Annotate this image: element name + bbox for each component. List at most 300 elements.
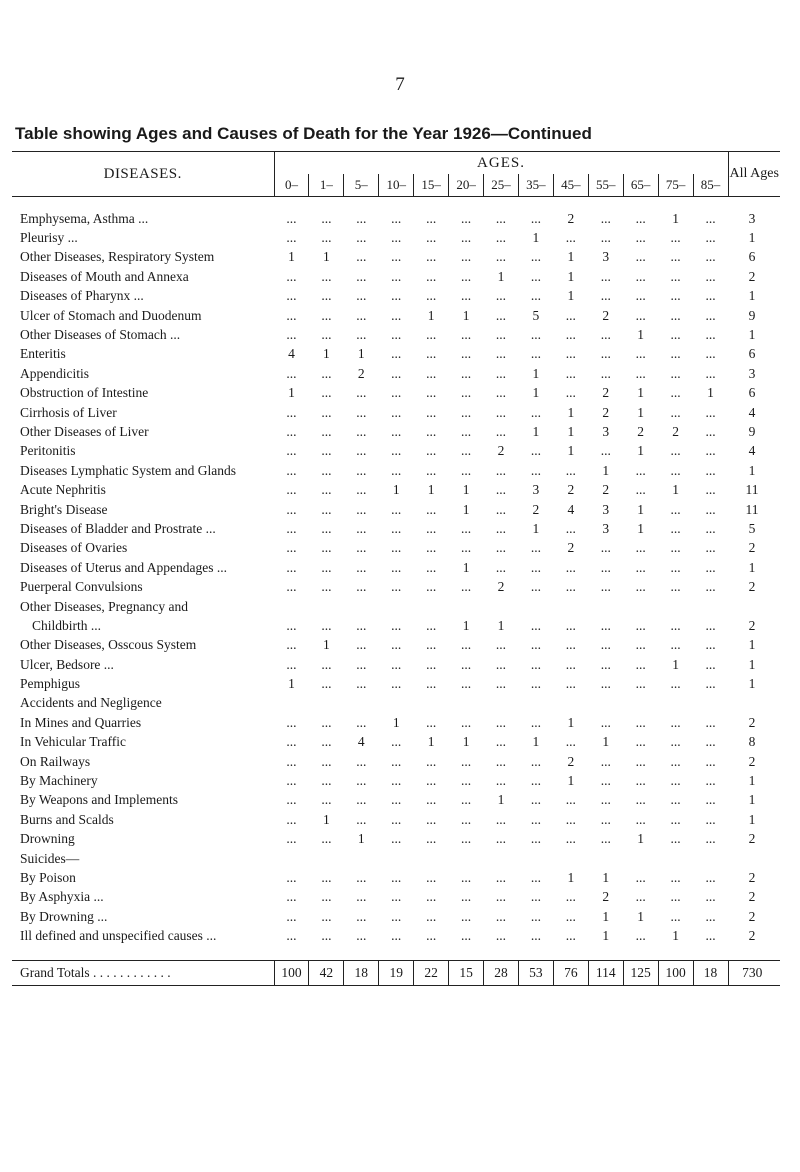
- age-count-cell: [658, 849, 693, 868]
- all-ages-total-cell: 1: [748, 656, 756, 672]
- disease-label: Childbirth ...: [32, 617, 102, 633]
- age-count-cell: ...: [565, 346, 576, 362]
- grand-total-cell: 53: [518, 960, 553, 985]
- age-group-header: 85–: [693, 174, 728, 197]
- age-count-cell: ...: [286, 423, 297, 439]
- table-row: [12, 539, 780, 558]
- age-count-cell: ...: [321, 889, 332, 905]
- age-count-cell: ...: [705, 230, 716, 246]
- age-count-cell: ...: [495, 540, 507, 556]
- age-count-cell: ...: [286, 210, 297, 226]
- age-count-cell: ...: [600, 617, 611, 633]
- age-count-cell: ...: [461, 540, 472, 556]
- disease-label: Enteritis: [20, 346, 66, 362]
- age-count-cell: 1: [392, 714, 400, 730]
- age-count-cell: ...: [356, 520, 367, 536]
- age-count-cell: ...: [495, 637, 507, 653]
- age-count-cell: ...: [670, 792, 681, 808]
- table-row: [12, 907, 780, 926]
- disease-label: Cirrhosis of Liver: [20, 404, 117, 420]
- age-count-cell: ...: [670, 773, 681, 789]
- age-count-cell: 1: [462, 501, 470, 517]
- age-count-cell: ...: [670, 443, 681, 459]
- age-count-cell: ...: [356, 501, 367, 517]
- age-count-cell: ...: [426, 928, 437, 944]
- age-count-cell: ...: [705, 520, 716, 536]
- age-count-cell: 5: [532, 307, 540, 323]
- age-count-cell: ...: [286, 637, 297, 653]
- age-count-cell: 1: [567, 714, 575, 730]
- age-count-cell: ...: [705, 288, 716, 304]
- age-count-cell: [344, 849, 379, 868]
- age-count-cell: 1: [602, 928, 610, 944]
- age-count-cell: ...: [356, 462, 367, 478]
- all-ages-total-cell: 2: [748, 889, 756, 905]
- age-count-cell: 1: [637, 385, 645, 401]
- age-count-cell: ...: [391, 385, 402, 401]
- age-count-cell: ...: [670, 462, 681, 478]
- age-count-cell: 1: [323, 346, 330, 362]
- age-count-cell: ...: [321, 423, 332, 439]
- age-count-cell: ...: [600, 443, 611, 459]
- age-count-cell: 1: [288, 249, 295, 265]
- age-count-cell: ...: [495, 753, 507, 769]
- all-ages-total-cell: 8: [748, 734, 756, 750]
- age-count-cell: ...: [321, 734, 332, 750]
- age-count-cell: 1: [567, 404, 575, 420]
- age-count-cell: 2: [497, 443, 505, 459]
- age-count-cell: 1: [602, 734, 610, 750]
- age-count-cell: ...: [286, 540, 297, 556]
- age-count-cell: ...: [461, 869, 472, 885]
- age-count-cell: ...: [565, 734, 576, 750]
- all-ages-total-cell: [728, 694, 780, 713]
- age-count-cell: ...: [495, 501, 507, 517]
- age-count-cell: 1: [532, 385, 540, 401]
- age-count-cell: ...: [391, 617, 402, 633]
- age-count-cell: ...: [495, 482, 507, 498]
- age-count-cell: ...: [391, 249, 402, 265]
- age-count-cell: [309, 849, 344, 868]
- age-count-cell: ...: [495, 831, 507, 847]
- age-count-cell: [623, 597, 658, 616]
- age-count-cell: 2: [567, 210, 575, 226]
- age-count-cell: ...: [356, 423, 367, 439]
- age-count-cell: [344, 694, 379, 713]
- age-count-cell: ...: [286, 520, 297, 536]
- age-count-cell: 1: [532, 423, 540, 439]
- age-count-cell: ...: [705, 307, 716, 323]
- age-count-cell: ...: [391, 210, 402, 226]
- all-ages-total-cell: 2: [748, 869, 756, 885]
- age-count-cell: ...: [705, 501, 716, 517]
- age-count-cell: ...: [391, 676, 402, 692]
- age-count-cell: ...: [635, 249, 646, 265]
- age-count-cell: ...: [321, 268, 332, 284]
- age-count-cell: ...: [705, 210, 716, 226]
- age-count-cell: 1: [427, 307, 435, 323]
- age-count-cell: ...: [391, 404, 402, 420]
- age-count-cell: ...: [321, 462, 332, 478]
- disease-label: By Asphyxia ...: [20, 889, 104, 905]
- age-count-cell: 1: [427, 482, 435, 498]
- table-row: [12, 325, 780, 344]
- table-row: [12, 868, 780, 887]
- age-count-cell: ...: [530, 676, 541, 692]
- age-group-header: 5–: [344, 174, 379, 197]
- age-count-cell: ...: [495, 889, 507, 905]
- age-count-cell: ...: [635, 307, 646, 323]
- age-count-cell: ...: [321, 831, 332, 847]
- age-count-cell: ...: [670, 540, 681, 556]
- age-count-cell: 1: [637, 908, 645, 924]
- age-count-cell: 1: [323, 249, 330, 265]
- age-count-cell: ...: [495, 307, 507, 323]
- age-count-cell: ...: [426, 540, 437, 556]
- age-count-cell: ...: [426, 443, 437, 459]
- disease-label: Other Diseases of Stomach ...: [20, 327, 181, 343]
- age-count-cell: ...: [600, 676, 611, 692]
- age-count-cell: 4: [288, 346, 295, 362]
- table-row: [12, 248, 780, 267]
- age-count-cell: ...: [461, 346, 472, 362]
- age-count-cell: ...: [461, 385, 472, 401]
- age-count-cell: ...: [705, 928, 716, 944]
- age-count-cell: [518, 694, 553, 713]
- grand-total-cell: 22: [414, 960, 449, 985]
- all-ages-total-cell: 1: [748, 230, 756, 246]
- age-count-cell: ...: [635, 462, 646, 478]
- age-count-cell: 1: [497, 268, 505, 284]
- age-count-cell: ...: [461, 714, 472, 730]
- table-row: [12, 558, 780, 577]
- age-count-cell: ...: [530, 869, 541, 885]
- grand-total-cell: 18: [344, 960, 379, 985]
- disease-label: Other Diseases, Respiratory System: [20, 249, 215, 265]
- all-ages-total-cell: 2: [748, 908, 756, 924]
- age-count-cell: ...: [635, 210, 646, 226]
- age-count-cell: [623, 694, 658, 713]
- age-count-cell: ...: [705, 676, 716, 692]
- age-count-cell: 2: [567, 482, 575, 498]
- table-row: [12, 384, 780, 403]
- age-count-cell: ...: [670, 501, 681, 517]
- mortality-table-container: [12, 151, 780, 986]
- age-count-cell: ...: [426, 404, 437, 420]
- age-count-cell: ...: [565, 676, 576, 692]
- all-ages-total-cell: [728, 849, 780, 868]
- disease-label: Other Diseases of Liver: [20, 423, 149, 439]
- age-count-cell: ...: [391, 734, 402, 750]
- age-count-cell: 1: [357, 831, 365, 847]
- table-row: [12, 655, 780, 674]
- age-count-cell: ...: [356, 773, 367, 789]
- all-ages-total-cell: 1: [748, 676, 756, 692]
- age-count-cell: ...: [286, 908, 297, 924]
- age-count-cell: ...: [391, 230, 402, 246]
- age-count-cell: ...: [705, 346, 716, 362]
- all-ages-total-cell: 4: [748, 404, 756, 420]
- disease-label: Diseases of Uterus and Appendages ...: [20, 559, 227, 575]
- age-count-cell: ...: [286, 268, 297, 284]
- age-count-cell: ...: [495, 210, 507, 226]
- table-row: [12, 461, 780, 480]
- age-count-cell: ...: [670, 365, 681, 381]
- age-count-cell: ...: [286, 792, 297, 808]
- age-count-cell: ...: [635, 676, 646, 692]
- table-row: [12, 267, 780, 286]
- age-count-cell: ...: [426, 559, 437, 575]
- age-count-cell: ...: [461, 268, 472, 284]
- age-count-cell: ...: [356, 210, 367, 226]
- age-count-cell: ...: [670, 346, 681, 362]
- age-count-cell: ...: [565, 928, 576, 944]
- age-count-cell: [274, 597, 309, 616]
- age-count-cell: [658, 597, 693, 616]
- age-count-cell: ...: [670, 327, 681, 343]
- all-ages-total-cell: 2: [748, 540, 756, 556]
- age-count-cell: ...: [321, 230, 332, 246]
- age-count-cell: 1: [567, 268, 575, 284]
- age-count-cell: ...: [356, 617, 367, 633]
- disease-label: By Machinery: [20, 773, 98, 789]
- age-count-cell: ...: [426, 365, 437, 381]
- age-count-cell: 4: [567, 501, 575, 517]
- all-ages-total-cell: 2: [748, 617, 756, 633]
- age-count-cell: 1: [357, 346, 365, 362]
- age-count-cell: ...: [426, 889, 437, 905]
- table-row: [12, 480, 780, 499]
- age-count-cell: ...: [321, 288, 332, 304]
- age-count-cell: 1: [497, 617, 505, 633]
- age-group-header: 15–: [414, 174, 449, 197]
- age-count-cell: ...: [461, 928, 472, 944]
- age-count-cell: 1: [637, 443, 645, 459]
- age-count-cell: ...: [391, 928, 402, 944]
- age-count-cell: [309, 597, 344, 616]
- age-count-cell: 1: [532, 365, 540, 381]
- age-count-cell: ...: [705, 617, 716, 633]
- age-count-cell: ...: [356, 811, 367, 827]
- age-count-cell: ...: [670, 811, 681, 827]
- age-count-cell: [414, 597, 449, 616]
- age-count-cell: ...: [530, 811, 541, 827]
- diseases-column-header: DISEASES.: [12, 152, 274, 197]
- grand-total-cell: 15: [449, 960, 484, 985]
- age-count-cell: ...: [391, 559, 402, 575]
- age-count-cell: 1: [637, 831, 645, 847]
- age-count-cell: ...: [495, 327, 507, 343]
- age-count-cell: 2: [567, 540, 575, 556]
- age-count-cell: ...: [670, 831, 681, 847]
- disease-label: Diseases of Pharynx ...: [20, 288, 144, 304]
- page-number: 7: [395, 74, 405, 95]
- disease-label: By Weapons and Implements: [20, 792, 179, 808]
- age-count-cell: ...: [356, 540, 367, 556]
- age-count-cell: ...: [495, 230, 507, 246]
- age-count-cell: ...: [426, 714, 437, 730]
- age-count-cell: [309, 694, 344, 713]
- age-count-cell: ...: [426, 423, 437, 439]
- age-count-cell: ...: [356, 288, 367, 304]
- age-count-cell: ...: [321, 482, 332, 498]
- age-count-cell: ...: [705, 773, 716, 789]
- age-count-cell: ...: [461, 753, 472, 769]
- age-count-cell: 1: [462, 617, 470, 633]
- age-count-cell: ...: [705, 559, 716, 575]
- age-count-cell: ...: [600, 714, 611, 730]
- age-count-cell: ...: [356, 908, 367, 924]
- age-count-cell: ...: [426, 288, 437, 304]
- age-count-cell: [379, 694, 414, 713]
- disease-label: Diseases of Mouth and Annexa: [20, 268, 189, 284]
- age-count-cell: 2: [532, 501, 540, 517]
- table-row: [12, 791, 780, 810]
- age-count-cell: ...: [530, 617, 541, 633]
- age-count-cell: 4: [357, 734, 365, 750]
- age-count-cell: [588, 694, 623, 713]
- age-count-cell: 1: [602, 869, 610, 885]
- age-count-cell: ...: [705, 811, 716, 827]
- age-count-cell: ...: [635, 734, 646, 750]
- age-count-cell: 3: [602, 423, 610, 439]
- age-count-cell: [553, 597, 588, 616]
- age-count-cell: ...: [426, 637, 437, 653]
- table-row: [12, 345, 780, 364]
- age-count-cell: ...: [461, 462, 472, 478]
- age-count-cell: ...: [670, 869, 681, 885]
- age-count-cell: ...: [356, 869, 367, 885]
- age-count-cell: ...: [600, 288, 611, 304]
- age-count-cell: ...: [530, 889, 541, 905]
- grand-total-cell: 18: [693, 960, 728, 985]
- age-count-cell: 1: [567, 773, 575, 789]
- age-count-cell: ...: [705, 482, 716, 498]
- age-count-cell: ...: [635, 714, 646, 730]
- age-count-cell: ...: [391, 365, 402, 381]
- age-count-cell: ...: [670, 288, 681, 304]
- age-count-cell: ...: [356, 889, 367, 905]
- age-count-cell: ...: [286, 404, 297, 420]
- age-count-cell: ...: [391, 579, 402, 595]
- disease-label: Drowning: [20, 831, 75, 847]
- age-count-cell: ...: [705, 423, 716, 439]
- grand-total-cell: 76: [553, 960, 588, 985]
- age-count-cell: 1: [637, 327, 645, 343]
- disease-label: In Mines and Quarries: [20, 714, 142, 730]
- age-count-cell: [693, 597, 728, 616]
- age-count-cell: ...: [635, 540, 646, 556]
- age-count-cell: ...: [635, 869, 646, 885]
- age-count-cell: ...: [565, 230, 576, 246]
- age-group-header: 75–: [658, 174, 693, 197]
- age-count-cell: ...: [391, 889, 402, 905]
- age-count-cell: [518, 849, 553, 868]
- age-count-cell: ...: [461, 792, 472, 808]
- age-count-cell: ...: [426, 462, 437, 478]
- age-count-cell: ...: [565, 327, 576, 343]
- age-count-cell: ...: [530, 928, 541, 944]
- age-count-cell: ...: [321, 559, 332, 575]
- age-group-header: 65–: [623, 174, 658, 197]
- age-count-cell: ...: [530, 792, 541, 808]
- table-row: [12, 519, 780, 538]
- age-count-cell: [414, 849, 449, 868]
- age-count-cell: ...: [565, 307, 576, 323]
- table-title: Table showing Ages and Causes of Death for the Year 1926—Continued: [15, 124, 592, 143]
- age-count-cell: ...: [635, 579, 646, 595]
- age-count-cell: ...: [321, 210, 332, 226]
- age-count-cell: ...: [426, 831, 437, 847]
- age-count-cell: 1: [672, 482, 679, 498]
- age-count-cell: ...: [530, 714, 541, 730]
- age-count-cell: [693, 694, 728, 713]
- grand-total-cell: 19: [379, 960, 414, 985]
- all-ages-total-cell: 4: [748, 443, 756, 459]
- age-count-cell: 2: [602, 307, 610, 323]
- disease-label: Ill defined and unspecified causes ...: [20, 928, 217, 944]
- age-count-cell: 2: [602, 482, 610, 498]
- age-count-cell: ...: [461, 327, 472, 343]
- all-ages-total-cell: 9: [748, 423, 756, 439]
- age-count-cell: 1: [288, 676, 295, 692]
- disease-label: Burns and Scalds: [20, 811, 114, 827]
- age-count-cell: ...: [321, 365, 332, 381]
- age-count-cell: [588, 597, 623, 616]
- age-count-cell: ...: [391, 268, 402, 284]
- age-count-cell: ...: [670, 520, 681, 536]
- disease-label: Diseases of Bladder and Prostrate ...: [20, 520, 216, 536]
- table-row: [12, 636, 780, 655]
- table-row: [12, 810, 780, 829]
- age-count-cell: ...: [461, 889, 472, 905]
- age-count-cell: 3: [602, 501, 610, 517]
- disease-label: Appendicitis: [20, 365, 89, 381]
- age-count-cell: ...: [705, 443, 716, 459]
- table-row: [12, 500, 780, 519]
- age-count-cell: ...: [635, 889, 646, 905]
- age-count-cell: ...: [530, 288, 541, 304]
- age-count-cell: ...: [286, 501, 297, 517]
- age-count-cell: ...: [670, 637, 681, 653]
- age-count-cell: ...: [565, 831, 576, 847]
- age-count-cell: ...: [461, 443, 472, 459]
- age-count-cell: [379, 849, 414, 868]
- age-count-cell: ...: [391, 327, 402, 343]
- age-count-cell: ...: [286, 773, 297, 789]
- age-count-cell: ...: [670, 753, 681, 769]
- age-count-cell: ...: [391, 637, 402, 653]
- age-count-cell: ...: [600, 210, 611, 226]
- age-count-cell: ...: [321, 928, 332, 944]
- age-count-cell: 2: [637, 423, 645, 439]
- all-ages-total-cell: 2: [748, 753, 756, 769]
- age-count-cell: ...: [391, 346, 402, 362]
- age-count-cell: ...: [321, 404, 332, 420]
- age-count-cell: 1: [567, 443, 575, 459]
- age-count-cell: 1: [567, 869, 575, 885]
- age-count-cell: ...: [461, 908, 472, 924]
- age-count-cell: ...: [565, 908, 576, 924]
- age-count-cell: ...: [635, 792, 646, 808]
- disease-label: Bright's Disease: [20, 501, 108, 517]
- age-count-cell: ...: [461, 288, 472, 304]
- disease-label: Ulcer, Bedsore ...: [20, 656, 114, 672]
- table-body: [12, 197, 780, 986]
- age-count-cell: ...: [321, 773, 332, 789]
- age-count-cell: ...: [705, 249, 716, 265]
- age-count-cell: ...: [426, 869, 437, 885]
